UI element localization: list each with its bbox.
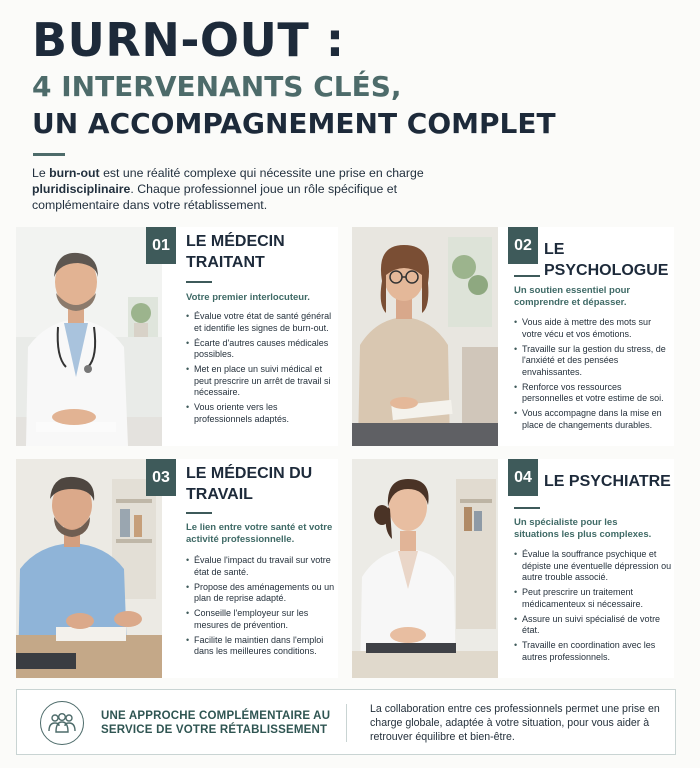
list-item: • Travaille sur la gestion du stress, de l'anxiété et des pensées envahissantes.: [514, 344, 672, 379]
card-bullet-list: [186, 555, 338, 661]
list-item: • Évalue l'impact du travail sur votre état de santé.: [186, 555, 338, 578]
list-item: • Peut prescrire un traitement médicamenteux si nécessaire.: [514, 587, 672, 610]
list-item: • Évalue votre état de santé général et identifie les signes de burn-out.: [186, 311, 338, 334]
list-item: • Facilite le maintien dans l'emploi dans les meilleures conditions.: [186, 635, 338, 658]
card-divider: [186, 281, 212, 283]
card-number-badge: 03: [146, 459, 176, 496]
footer-heading: UNE APPROCHE COMPLÉMENTAIRE AU SERVICE DE VOTRE RÉTABLISSEMENT: [101, 710, 331, 736]
card-title: LE MÉDECIN TRAITANT: [186, 233, 285, 271]
card-subtitle: Un spécialiste pour les situations les plus complexes.: [514, 517, 652, 540]
list-item: • Propose des aménagements ou un plan de reprise adapté.: [186, 582, 338, 605]
list-item: • Travaille en coordination avec les autres professionnels.: [514, 640, 672, 663]
list-item: • Vous aide à mettre des mots sur votre vécu et vos émotions.: [514, 317, 672, 340]
title-line-2: 4 INTERVENANTS CLÉS,: [32, 70, 402, 103]
psychologist-photo: [352, 227, 498, 446]
card-subtitle: Un soutien essentiel pour comprendre et dépasser.: [514, 285, 631, 308]
list-item: • Conseille l'employeur sur les mesures de prévention.: [186, 608, 338, 631]
card-divider: [514, 275, 540, 277]
card-psychiatre: [352, 459, 674, 678]
card-subtitle: Votre premier interlocuteur.: [186, 292, 310, 303]
card-bullet-list: [186, 311, 338, 429]
group-people-icon: [40, 701, 84, 745]
occupational-doctor-photo: [16, 459, 162, 678]
card-number-badge: 04: [508, 459, 538, 496]
card-medecin-du-travail: [16, 459, 338, 678]
intro-paragraph: Le burn-out est une réalité complexe qui nécessite une prise en charge pluridisciplinaire. Chaque professionnel joue un rôle spécifique et complémentaire dans votre rétablissement.: [32, 166, 424, 212]
card-number-badge: 01: [146, 227, 176, 264]
card-psychologue: [352, 227, 674, 446]
card-title: LE PSYCHIATRE: [544, 473, 671, 490]
psychiatrist-photo: [352, 459, 498, 678]
card-title: LE PSYCHOLOGUE: [544, 241, 669, 279]
list-item: • Renforce vos ressources personnelles et votre estime de soi.: [514, 382, 672, 405]
doctor-photo: [16, 227, 162, 446]
title-line-3: UN ACCOMPAGNEMENT COMPLET: [32, 107, 556, 140]
footer-divider: [346, 704, 347, 742]
footer-text: La collaboration entre ces professionnels permet une prise en charge globale, adaptée à votre situation, pour vous aider à retrouver équilibre et bien-être.: [370, 703, 660, 743]
list-item: • Vous oriente vers les professionnels adaptés.: [186, 402, 338, 425]
list-item: • Assure un suivi spécialisé de votre état.: [514, 614, 672, 637]
list-item: • Met en place un suivi médical et peut prescrire un arrêt de travail si nécessaire.: [186, 364, 338, 399]
card-medecin-traitant: [16, 227, 338, 446]
list-item: • Évalue la souffrance psychique et dépiste une éventuelle dépression ou autre trouble associé.: [514, 549, 672, 584]
footer-banner: [16, 689, 676, 755]
card-divider: [186, 512, 212, 514]
card-number-badge: 02: [508, 227, 538, 264]
card-subtitle: Le lien entre votre santé et votre activité professionnelle.: [186, 522, 333, 545]
card-bullet-list: [514, 317, 672, 435]
title-divider: [33, 153, 65, 156]
card-title: LE MÉDECIN DU TRAVAIL: [186, 465, 313, 503]
card-bullet-list: [514, 549, 672, 667]
main-title: BURN-OUT :: [32, 13, 345, 67]
list-item: • Écarte d'autres causes médicales possibles.: [186, 338, 338, 361]
card-divider: [514, 507, 540, 509]
list-item: • Vous accompagne dans la mise en place de changements durables.: [514, 408, 672, 431]
